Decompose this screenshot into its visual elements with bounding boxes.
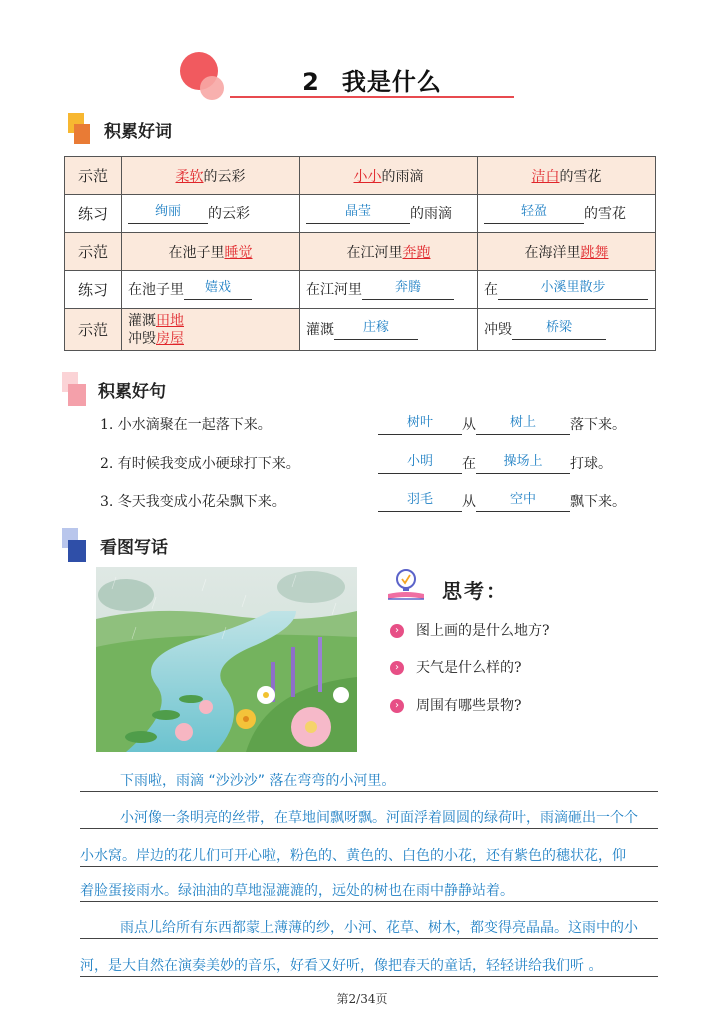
demo-word: 房屋 <box>156 330 184 347</box>
table-row <box>65 157 656 195</box>
table-cell <box>122 271 300 309</box>
writing-line: 雨点儿给所有东西都蒙上薄薄的纱，小河、花草、树木，都变得亮晶晶。这雨中的小 <box>80 918 658 939</box>
table-cell <box>478 309 656 351</box>
answer-blank: 奔腾 <box>362 283 454 300</box>
answer-blank: 羽毛 <box>378 495 462 512</box>
row-label: 示范 <box>65 157 122 195</box>
cell-text: 在池子里 <box>128 282 184 298</box>
question-item <box>390 620 550 640</box>
answer-blank: 小溪里散步 <box>498 283 648 300</box>
answer-blank: 绚丽 <box>128 207 208 224</box>
cell-text: 在 <box>484 282 498 298</box>
demo-word: 小小 <box>353 168 382 185</box>
cell-text: 在海洋里 <box>524 244 581 261</box>
lightbulb-book-icon <box>386 566 426 604</box>
sentence-text: 从 <box>462 417 476 433</box>
table-cell <box>122 309 300 351</box>
rainy-river-illustration <box>96 567 357 752</box>
cell-text: 冲毁 <box>128 330 156 347</box>
writing-line: 小河像一条明亮的丝带，在草地间飘呀飘。河面浮着圆圆的绿荷叶，雨滴砸出一个个 <box>80 808 658 829</box>
table-cell <box>122 233 300 271</box>
page-number: 第2/34页 <box>336 992 388 1006</box>
question-text: 天气是什么样的? <box>416 660 522 676</box>
table-cell <box>478 157 656 195</box>
demo-word: 柔软 <box>175 168 204 185</box>
table-cell <box>478 195 656 233</box>
table-cell <box>300 157 478 195</box>
demo-word: 田地 <box>156 312 184 329</box>
table-cell <box>122 195 300 233</box>
cell-text: 的云彩 <box>208 206 250 222</box>
writing-line: 小水窝。岸边的花儿们可开心啦，粉色的、黄色的、白色的小花，还有紫色的穗状花，仰 <box>80 846 658 867</box>
title-underline <box>230 96 514 98</box>
row-label: 示范 <box>65 233 122 271</box>
demo-word: 睡觉 <box>224 244 253 261</box>
table-cell <box>300 195 478 233</box>
table-row <box>65 309 656 351</box>
table-row <box>65 195 656 233</box>
answer-blank: 庄稼 <box>334 323 418 340</box>
chevron-right-icon: › <box>390 699 404 713</box>
cell-text: 冲毁 <box>484 322 512 338</box>
answer-blank: 树上 <box>476 418 570 435</box>
question-text: 周围有哪些景物? <box>416 698 522 714</box>
answer-blank: 小明 <box>378 457 462 474</box>
question-text: 图上画的是什么地方? <box>416 623 550 639</box>
chevron-right-icon: › <box>390 624 404 638</box>
table-row <box>65 271 656 309</box>
title-decoration-circle-small <box>200 76 224 100</box>
answer-blank: 桥梁 <box>512 323 606 340</box>
table-cell <box>478 271 656 309</box>
answer-blank: 轻盈 <box>484 207 584 224</box>
practice-sentence <box>378 414 626 435</box>
sentence-text: 飘下来。 <box>570 494 626 510</box>
table-cell <box>478 233 656 271</box>
table-row <box>65 233 656 271</box>
cell-text: 在池子里 <box>168 244 225 261</box>
lesson-number: 2 <box>302 68 320 96</box>
answer-blank: 操场上 <box>476 457 570 474</box>
table-cell <box>300 271 478 309</box>
question-item <box>390 657 522 677</box>
practice-sentence <box>378 491 626 512</box>
section-heading-picture: 看图写话 <box>100 538 168 558</box>
page-title <box>230 62 514 97</box>
words-table <box>64 156 656 351</box>
sentence-text: 落下来。 <box>570 417 626 433</box>
cell-text: 的云彩 <box>203 168 246 185</box>
sentence-text: 在 <box>462 456 476 472</box>
cell-text: 在江河里 <box>306 282 362 298</box>
row-label: 示范 <box>65 309 122 351</box>
lesson-title: 我是什么 <box>341 68 442 96</box>
cell-text: 的雪花 <box>584 206 626 222</box>
demo-word: 洁白 <box>531 168 560 185</box>
table-cell <box>122 157 300 195</box>
answer-blank: 嬉戏 <box>184 283 252 300</box>
cell-text: 灌溉 <box>128 312 156 329</box>
practice-sentence <box>378 453 612 474</box>
think-title: 思考： <box>442 579 508 603</box>
row-label: 练习 <box>65 271 122 309</box>
chevron-right-icon: › <box>390 661 404 675</box>
model-sentence: 1. 小水滴聚在一起落下来。 <box>100 417 272 433</box>
question-item <box>390 695 522 715</box>
demo-word: 奔跑 <box>402 244 431 261</box>
writing-line: 着脸蛋接雨水。绿油油的草地湿漉漉的，远处的树也在雨中静静站着。 <box>80 881 658 902</box>
section-heading-sentences: 积累好句 <box>98 382 166 402</box>
cell-text: 的雨滴 <box>410 206 452 222</box>
cell-text: 的雨滴 <box>381 168 424 185</box>
answer-blank: 树叶 <box>378 418 462 435</box>
row-label: 练习 <box>65 195 122 233</box>
demo-word: 跳舞 <box>580 244 609 261</box>
answer-blank: 空中 <box>476 495 570 512</box>
cell-text: 的雪花 <box>559 168 602 185</box>
writing-line: 下雨啦，雨滴 “沙沙沙” 落在弯弯的小河里。 <box>80 771 658 792</box>
table-cell <box>300 233 478 271</box>
sentence-text: 从 <box>462 494 476 510</box>
cell-text: 灌溉 <box>306 322 334 338</box>
sentence-text: 打球。 <box>570 456 612 472</box>
section-heading-words: 积累好词 <box>104 122 172 142</box>
cell-text: 在江河里 <box>346 244 403 261</box>
writing-line: 河，是大自然在演奏美妙的音乐，好看又好听，像把春天的童话，轻轻讲给我们听 。 <box>80 956 658 977</box>
model-sentence: 2. 有时候我变成小硬球打下来。 <box>100 456 300 472</box>
model-sentence: 3. 冬天我变成小花朵飘下来。 <box>100 494 286 510</box>
table-cell <box>300 309 478 351</box>
answer-blank: 晶莹 <box>306 207 410 224</box>
